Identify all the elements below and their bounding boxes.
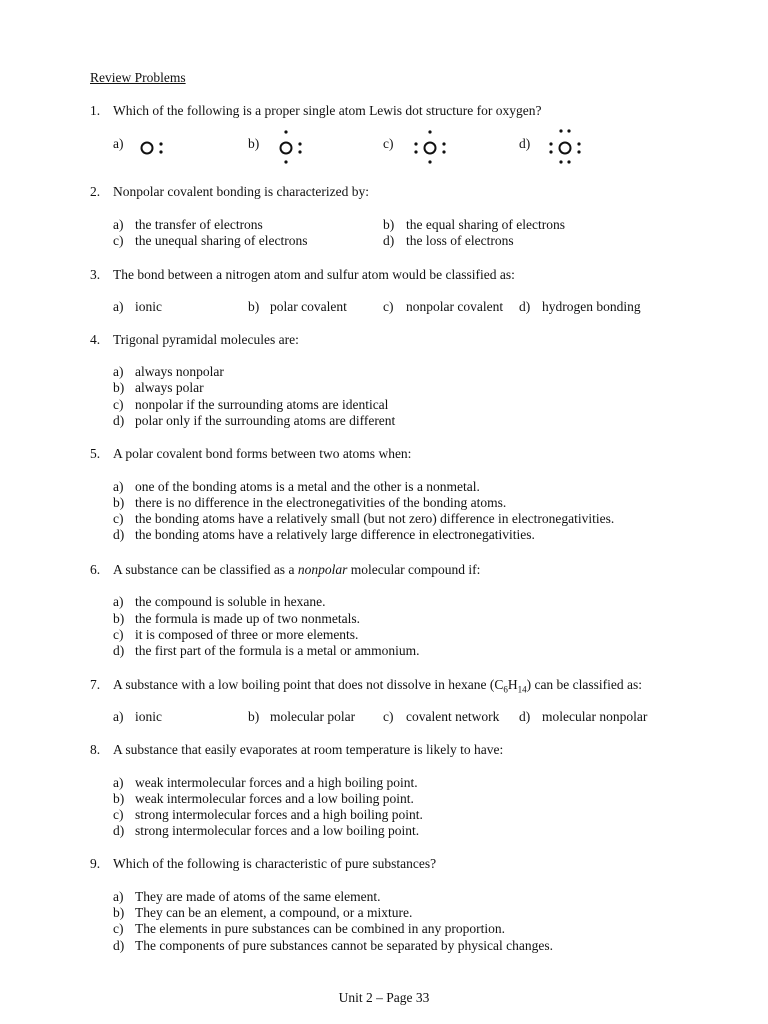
option-text: one of the bonding atoms is a metal and the other is a nonmetal. [135, 479, 480, 494]
option-label: c) [113, 627, 124, 642]
option-label: d) [519, 136, 531, 151]
question-text: Nonpolar covalent bonding is characterized by: [113, 184, 370, 199]
option-text: strong intermolecular forces and a low boiling point. [135, 823, 420, 838]
option-text: molecular polar [270, 709, 356, 724]
option-text: ionic [135, 299, 162, 314]
question-number: 7. [90, 677, 101, 692]
page-title: Review Problems [90, 70, 186, 85]
question-number: 5. [90, 446, 101, 461]
option-label: a) [113, 136, 124, 151]
option-text: always polar [135, 380, 204, 395]
option-text: hydrogen bonding [542, 299, 641, 314]
option-text: weak intermolecular forces and a low boiling point. [135, 791, 414, 806]
option-label: d) [113, 643, 125, 658]
option-label: d) [383, 233, 395, 248]
option-text: strong intermolecular forces and a high boiling point. [135, 807, 423, 822]
option-label: c) [113, 921, 124, 936]
option-label: a) [113, 594, 124, 609]
option-label: a) [113, 299, 124, 314]
option-text: ionic [135, 709, 162, 724]
question-number: 1. [90, 103, 101, 118]
option-text: the compound is soluble in hexane. [135, 594, 326, 609]
option-label: b) [113, 380, 125, 395]
question-text: Which of the following is characteristic of pure substances? [113, 856, 437, 871]
option-label: b) [248, 709, 260, 724]
question-text: A polar covalent bond forms between two atoms when: [113, 446, 412, 461]
option-text: polar only if the surrounding atoms are different [135, 413, 396, 428]
option-label: c) [113, 397, 124, 412]
question-number: 6. [90, 562, 101, 577]
option-label: b) [113, 905, 125, 920]
option-text: The components of pure substances cannot be separated by physical changes. [135, 938, 553, 953]
option-text: the formula is made up of two nonmetals. [135, 611, 360, 626]
question-number: 2. [90, 184, 101, 199]
question-text: The bond between a nitrogen atom and sulfur atom would be classified as: [113, 267, 515, 282]
option-label: c) [383, 136, 394, 151]
option-label: b) [383, 217, 395, 232]
option-text: They can be an element, a compound, or a mixture. [135, 905, 413, 920]
option-text: the bonding atoms have a relatively large difference in electronegativities. [135, 527, 535, 542]
option-text: the first part of the formula is a metal or ammonium. [135, 643, 420, 658]
option-text: molecular nonpolar [542, 709, 648, 724]
option-label: b) [248, 299, 260, 314]
option-text: always nonpolar [135, 364, 224, 379]
option-label: b) [113, 611, 125, 626]
option-label: d) [113, 413, 125, 428]
question-number: 8. [90, 742, 101, 757]
option-text: the unequal sharing of electrons [135, 233, 308, 248]
question-text: A substance that easily evaporates at room temperature is likely to have: [113, 742, 504, 757]
option-label: a) [113, 217, 124, 232]
oxygen-lewis-structure-d [545, 126, 605, 166]
option-text: polar covalent [270, 299, 347, 314]
option-text: The elements in pure substances can be combined in any proportion. [135, 921, 506, 936]
option-text: weak intermolecular forces and a high boiling point. [135, 775, 418, 790]
option-text: nonpolar if the surrounding atoms are identical [135, 397, 389, 412]
page-footer: Unit 2 – Page 33 [338, 990, 430, 1005]
question-text: Trigonal pyramidal molecules are: [113, 332, 299, 347]
option-label: c) [113, 511, 124, 526]
question-number: 9. [90, 856, 101, 871]
option-label: a) [113, 709, 124, 724]
option-text: the equal sharing of electrons [406, 217, 565, 232]
option-label: a) [113, 889, 124, 904]
option-text: the transfer of electrons [135, 217, 263, 232]
question-number: 4. [90, 332, 101, 347]
option-label: d) [113, 938, 125, 953]
option-label: c) [383, 709, 394, 724]
oxygen-lewis-structure-b [276, 126, 336, 166]
option-text: covalent network [406, 709, 500, 724]
option-text: it is composed of three or more elements. [135, 627, 359, 642]
option-text: the loss of electrons [406, 233, 514, 248]
option-label: a) [113, 364, 124, 379]
option-label: b) [248, 136, 260, 151]
option-label: d) [519, 709, 531, 724]
option-label: b) [113, 791, 125, 806]
option-text: They are made of atoms of the same element. [135, 889, 381, 904]
option-text: there is no difference in the electronegativities of the bonding atoms. [135, 495, 507, 510]
oxygen-lewis-structure-a [138, 130, 198, 170]
option-label: d) [113, 527, 125, 542]
option-label: c) [113, 233, 124, 248]
option-label: d) [113, 823, 125, 838]
question-text: A substance can be classified as a nonpolar molecular compound if: [113, 562, 481, 577]
option-label: d) [519, 299, 531, 314]
question-text: A substance with a low boiling point that does not dissolve in hexane $(C_6H_{14})$ can be classified as: [113, 677, 643, 695]
option-text: nonpolar covalent [406, 299, 504, 314]
question-number: 3. [90, 267, 101, 282]
option-label: c) [383, 299, 394, 314]
option-text: the bonding atoms have a relatively small (but not zero) difference in electronegativities. [135, 511, 615, 526]
option-label: a) [113, 775, 124, 790]
oxygen-lewis-structure-c [410, 126, 470, 166]
question-text: Which of the following is a proper single atom Lewis dot structure for oxygen? [113, 103, 542, 118]
option-label: a) [113, 479, 124, 494]
option-label: b) [113, 495, 125, 510]
option-label: c) [113, 807, 124, 822]
